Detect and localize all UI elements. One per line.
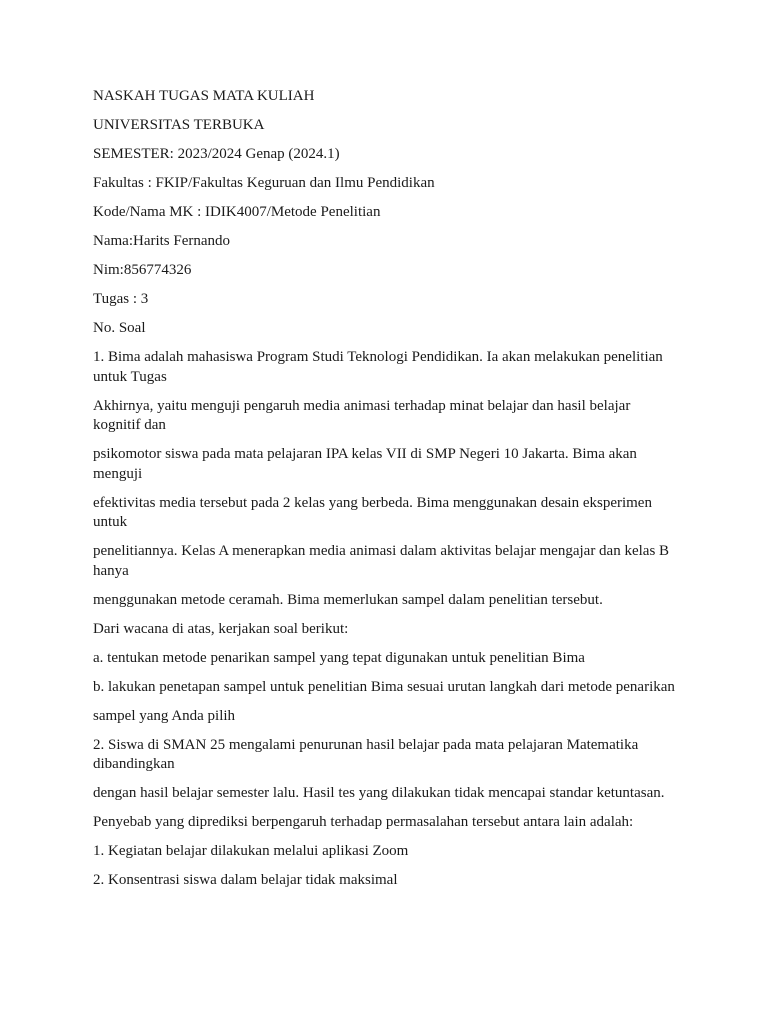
semester-line: SEMESTER: 2023/2024 Genap (2024.1)	[93, 146, 340, 162]
sub-question-a: a. tentukan metode penarikan sampel yang tepat digunakan untuk penelitian Bima	[93, 649, 585, 666]
course-line: Kode/Nama MK : IDIK4007/Metode Penelitian	[93, 204, 381, 220]
question-1-paragraph: efektivitas media tersebut pada 2 kelas yang berbeda. Bima menggunakan desain eksperimen untuk	[93, 494, 652, 530]
question-1-paragraph: 1. Bima adalah mahasiswa Program Studi Teknologi Pendidikan. Ia akan melakukan penelitian untuk Tugas	[93, 349, 663, 385]
question-1-paragraph: Akhirnya, yaitu menguji pengaruh media animasi terhadap minat belajar dan hasil belajar kognitif dan	[93, 397, 631, 433]
university-name: UNIVERSITAS TERBUKA	[93, 117, 265, 133]
doc-title: NASKAH TUGAS MATA KULIAH	[93, 88, 315, 104]
question-heading: No. Soal	[93, 320, 146, 336]
question-1-paragraph: menggunakan metode ceramah. Bima memerlukan sampel dalam penelitian tersebut.	[93, 591, 603, 608]
question-2-paragraph: 2. Siswa di SMAN 25 mengalami penurunan hasil belajar pada mata pelajaran Matematika dibandingkan	[93, 736, 639, 772]
assignment-number: Tugas : 3	[93, 291, 149, 307]
sub-question-b-continued: sampel yang Anda pilih	[93, 707, 236, 724]
cause-item: 1. Kegiatan belajar dilakukan melalui aplikasi Zoom	[93, 843, 409, 859]
student-id: Nim:856774326	[93, 262, 192, 278]
sub-question-b: b. lakukan penetapan sampel untuk penelitian Bima sesuai urutan langkah dari metode penarikan	[93, 678, 675, 695]
question-1-paragraph: psikomotor siswa pada mata pelajaran IPA kelas VII di SMP Negeri 10 Jakarta. Bima akan menguji	[93, 446, 637, 482]
instruction-line: Dari wacana di atas, kerjakan soal berikut:	[93, 620, 349, 637]
question-2-paragraph: dengan hasil belajar semester lalu. Hasil tes yang dilakukan tidak mencapai standar ketuntasan.	[93, 785, 665, 801]
question-1-paragraph: penelitiannya. Kelas A menerapkan media animasi dalam aktivitas belajar mengajar dan kelas B hanya	[93, 543, 670, 579]
causes-intro: Penyebab yang diprediksi berpengaruh terhadap permasalahan tersebut antara lain adalah:	[93, 814, 634, 830]
faculty-line: Fakultas : FKIP/Fakultas Keguruan dan Ilmu Pendidikan	[93, 175, 435, 191]
cause-item: 2. Konsentrasi siswa dalam belajar tidak maksimal	[93, 872, 398, 888]
student-name: Nama:Harits Fernando	[93, 233, 231, 249]
